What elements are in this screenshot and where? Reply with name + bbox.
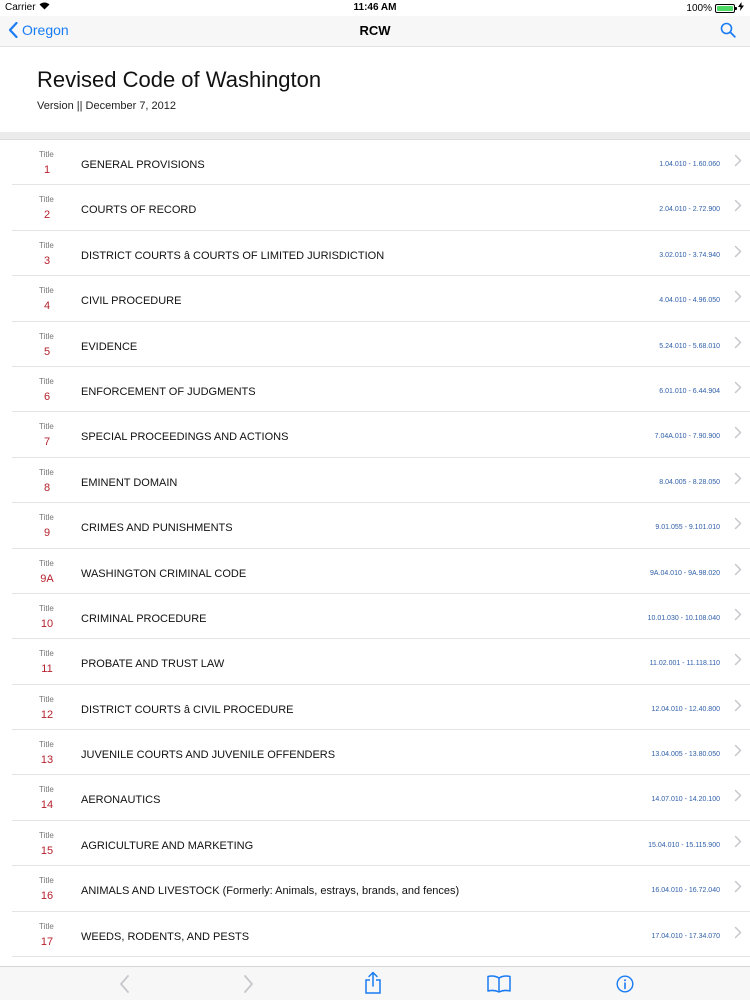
- title-row[interactable]: [12, 639, 750, 684]
- title-label: Title: [39, 830, 54, 840]
- section-range: 10.01.030 - 10.108.040: [647, 614, 720, 622]
- title-label: Title: [39, 558, 54, 568]
- chevron-right-icon: [734, 880, 742, 898]
- section-range: 17.04.010 - 17.34.070: [651, 932, 720, 940]
- chevron-right-icon: [734, 154, 742, 172]
- title-number: 2: [43, 209, 51, 222]
- title-row[interactable]: [12, 730, 750, 775]
- nav-title: RCW: [359, 23, 391, 38]
- title-row[interactable]: [12, 685, 750, 730]
- title-name: CIVIL PROCEDURE: [81, 295, 182, 308]
- section-range: 9A.04.010 - 9A.98.020: [649, 569, 720, 577]
- title-label: Title: [39, 649, 54, 659]
- title-label: Title: [39, 376, 54, 386]
- back-icon[interactable]: [118, 974, 130, 999]
- bottom-toolbar: [0, 966, 750, 1000]
- title-label: Title: [39, 286, 54, 296]
- title-name: WASHINGTON CRIMINAL CODE: [81, 567, 247, 580]
- title-name: JUVENILE COURTS AND JUVENILE OFFENDERS: [81, 749, 336, 762]
- title-name: AGRICULTURE AND MARKETING: [81, 839, 254, 852]
- chevron-right-icon: [734, 699, 742, 717]
- title-label: Title: [39, 150, 54, 159]
- title-number: 15: [40, 844, 54, 857]
- title-row[interactable]: [12, 322, 750, 367]
- title-row[interactable]: [12, 503, 750, 548]
- title-name: SPECIAL PROCEEDINGS AND ACTIONS: [81, 431, 289, 444]
- title-label: Title: [39, 422, 54, 432]
- title-name: DISTRICT COURTS â COURTS OF LIMITED JURISDICTION: [81, 249, 385, 262]
- title-name: ENFORCEMENT OF JUDGMENTS: [81, 385, 256, 398]
- title-row[interactable]: [12, 231, 750, 276]
- battery-icon: [715, 4, 735, 13]
- title-number: 9A: [40, 572, 54, 585]
- chevron-right-icon: [734, 789, 742, 807]
- version-label: Version || December 7, 2012: [37, 100, 177, 112]
- status-time: 11:46 AM: [353, 2, 397, 13]
- chevron-right-icon: [734, 744, 742, 762]
- back-button-label: Oregon: [22, 22, 69, 38]
- title-number: 1: [43, 164, 51, 176]
- chevron-right-icon: [734, 290, 742, 308]
- chevron-right-icon: [734, 835, 742, 853]
- section-range: 6.01.010 - 6.44.904: [659, 387, 720, 395]
- title-label: Title: [39, 240, 54, 250]
- titles-list: [0, 140, 750, 966]
- chevron-right-icon: [734, 199, 742, 217]
- carrier-label: Carrier: [5, 2, 36, 13]
- title-label: Title: [39, 921, 54, 931]
- section-range: 16.04.010 - 16.72.040: [651, 887, 720, 895]
- title-label: Title: [39, 467, 54, 477]
- title-row[interactable]: [12, 866, 750, 911]
- title-number: 12: [40, 708, 54, 721]
- chevron-right-icon: [734, 653, 742, 671]
- title-label: Title: [39, 876, 54, 886]
- title-row[interactable]: [12, 549, 750, 594]
- title-label: Title: [39, 740, 54, 750]
- chevron-right-icon: [734, 381, 742, 399]
- title-number: 5: [43, 345, 51, 358]
- title-number: 16: [40, 890, 54, 903]
- title-number: 8: [43, 481, 51, 494]
- title-row[interactable]: [12, 140, 750, 185]
- section-range: 1.04.010 - 1.60.060: [659, 161, 720, 168]
- charging-icon: [738, 2, 744, 14]
- title-row[interactable]: [12, 185, 750, 230]
- title-number: 7: [43, 436, 51, 449]
- title-row[interactable]: [12, 276, 750, 321]
- share-icon[interactable]: [364, 971, 382, 1000]
- title-name: AERONAUTICS: [81, 794, 161, 807]
- title-number: 4: [43, 300, 51, 313]
- forward-icon[interactable]: [243, 974, 255, 999]
- chevron-right-icon: [734, 517, 742, 535]
- title-row[interactable]: [12, 821, 750, 866]
- page-header: [0, 46, 750, 132]
- title-row[interactable]: [12, 775, 750, 820]
- title-label: Title: [39, 603, 54, 613]
- title-name: EMINENT DOMAIN: [81, 476, 178, 489]
- title-name: COURTS OF RECORD: [81, 204, 197, 217]
- title-row[interactable]: [12, 458, 750, 503]
- title-row[interactable]: [12, 412, 750, 457]
- title-name: CRIMES AND PUNISHMENTS: [81, 522, 233, 535]
- title-number: 10: [40, 617, 54, 630]
- section-range: 7.04A.010 - 7.90.900: [654, 433, 720, 441]
- chevron-right-icon: [734, 336, 742, 354]
- title-label: Title: [39, 694, 54, 704]
- section-range: 5.24.010 - 5.68.010: [659, 342, 720, 350]
- section-range: 12.04.010 - 12.40.800: [651, 705, 720, 713]
- section-range: 3.02.010 - 3.74.940: [659, 251, 720, 259]
- title-number: 9: [43, 527, 51, 540]
- title-number: 11: [41, 663, 53, 676]
- chevron-right-icon: [734, 926, 742, 944]
- status-bar: [0, 0, 750, 16]
- section-range: 13.04.005 - 13.80.050: [651, 751, 720, 759]
- title-row[interactable]: [12, 594, 750, 639]
- title-number: 14: [40, 799, 54, 812]
- section-range: 11.02.001 - 11.118.110: [649, 660, 720, 668]
- title-name: PROBATE AND TRUST LAW: [81, 658, 225, 671]
- section-divider: [0, 132, 750, 140]
- title-label: Title: [39, 195, 54, 205]
- title-name: DISTRICT COURTS â CIVIL PROCEDURE: [81, 703, 294, 716]
- battery-percent: 100%: [686, 2, 712, 14]
- section-range: 2.04.010 - 2.72.900: [659, 206, 720, 214]
- bookmarks-book-icon[interactable]: [487, 975, 511, 998]
- title-number: 17: [40, 935, 54, 948]
- title-name: CRIMINAL PROCEDURE: [81, 612, 207, 625]
- section-range: 15.04.010 - 15.115.900: [648, 841, 720, 849]
- title-number: 3: [43, 254, 51, 267]
- title-row[interactable]: [12, 912, 750, 957]
- title-label: Title: [39, 785, 54, 795]
- search-icon[interactable]: [720, 22, 736, 43]
- title-name: GENERAL PROVISIONS: [81, 159, 205, 171]
- section-range: 4.04.010 - 4.96.050: [659, 297, 720, 305]
- section-range: 9.01.055 - 9.101.010: [655, 524, 720, 532]
- title-label: Title: [39, 513, 54, 523]
- chevron-right-icon: [734, 472, 742, 490]
- chevron-right-icon: [734, 245, 742, 263]
- page-title: Revised Code of Washington: [37, 67, 322, 92]
- section-range: 14.07.010 - 14.20.100: [651, 796, 720, 804]
- info-icon[interactable]: [616, 975, 634, 998]
- title-row[interactable]: [12, 367, 750, 412]
- title-name: WEEDS, RODENTS, AND PESTS: [81, 930, 250, 943]
- chevron-right-icon: [734, 563, 742, 581]
- navigation-bar: [0, 16, 750, 46]
- title-name: EVIDENCE: [81, 340, 138, 353]
- chevron-right-icon: [734, 426, 742, 444]
- title-number: 6: [43, 390, 51, 403]
- status-right: [686, 2, 744, 14]
- section-range: 8.04.005 - 8.28.050: [659, 478, 720, 486]
- title-number: 13: [40, 754, 54, 767]
- title-name: ANIMALS AND LIVESTOCK (Formerly: Animals, estrays, brands, and fences): [81, 885, 460, 898]
- chevron-right-icon: [734, 608, 742, 626]
- title-label: Title: [39, 331, 54, 341]
